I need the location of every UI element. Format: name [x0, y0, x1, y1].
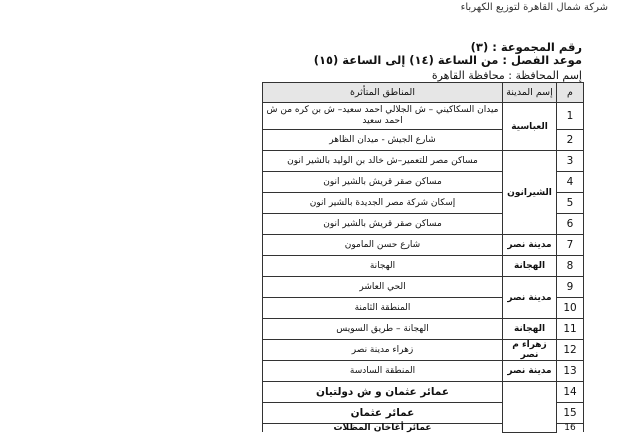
company-header: شركة شمال القاهرة لتوزيع الكهرباء	[460, 2, 608, 13]
row-num: 9	[557, 277, 584, 298]
row-city: زهراء م نصر	[503, 340, 557, 361]
table-row	[263, 340, 584, 361]
governorate: إسم المحافظة : محافظة القاهرة	[431, 69, 582, 82]
row-area: مساكن صقر قريش بالشير انون	[263, 172, 503, 193]
row-num: 1	[557, 103, 584, 130]
row-num: 10	[557, 298, 584, 319]
row-city	[503, 382, 557, 433]
row-num: 3	[557, 151, 584, 172]
row-city: العباسية	[503, 103, 557, 151]
row-num: 7	[557, 235, 584, 256]
table-header-row	[263, 83, 584, 103]
table-row	[263, 361, 584, 382]
row-city: مدينة نصر	[503, 235, 557, 256]
header-num: م	[557, 83, 584, 103]
table-row	[263, 319, 584, 340]
table-row	[263, 151, 584, 172]
row-area: شارع الجيش - ميدان الظاهر	[263, 130, 503, 151]
row-area: زهراء مدينة نصر	[263, 340, 503, 361]
row-area: الحي العاشر	[263, 277, 503, 298]
row-area: المنطقة السادسة	[263, 361, 503, 382]
row-num: 2	[557, 130, 584, 151]
table-row	[263, 382, 584, 403]
cutoff-time: موعد الفصل : من الساعة (١٤) إلى الساعة (١٥)	[313, 53, 582, 67]
row-city: الهجانة	[503, 319, 557, 340]
row-area: ميدان السكاكيني – ش الجلالي احمد سعيد– ش بن كره من ش احمد سعيد	[263, 103, 503, 130]
row-num: 14	[557, 382, 584, 403]
row-area: عمائر عثمان و ش دولتيان	[263, 382, 503, 403]
row-num: 11	[557, 319, 584, 340]
header-city: إسم المدينة	[503, 83, 557, 103]
row-area: مساكن مصر للتعمير–ش خالد بن الوليد بالشير انون	[263, 151, 503, 172]
row-num: 15	[557, 403, 584, 424]
row-area: شارع حسن المامون	[263, 235, 503, 256]
row-area: الهجانة	[263, 256, 503, 277]
table-row	[263, 277, 584, 298]
row-num: 12	[557, 340, 584, 361]
table-row	[263, 103, 584, 130]
table-row	[263, 256, 584, 277]
row-num: 16	[557, 424, 584, 433]
group-number: رقم المجموعة : (٣)	[470, 40, 582, 54]
row-num: 8	[557, 256, 584, 277]
row-city: الهجانة	[503, 256, 557, 277]
row-num: 4	[557, 172, 584, 193]
row-city: الشيرانون	[503, 151, 557, 235]
row-area: عمائر عثمان	[263, 403, 503, 424]
row-area: عمائر أغاخان المظلات	[263, 424, 503, 433]
row-num: 6	[557, 214, 584, 235]
row-city: مدينة نصر	[503, 361, 557, 382]
table-row	[263, 235, 584, 256]
row-area: إسكان شركة مصر الجديدة بالشير انون	[263, 193, 503, 214]
outage-table	[262, 82, 584, 433]
header-areas: المناطق المتأثرة	[263, 83, 503, 103]
row-city: مدينة نصر	[503, 277, 557, 319]
row-area: الهجانة – طريق السويس	[263, 319, 503, 340]
row-num: 13	[557, 361, 584, 382]
row-area: المنطقة الثامنة	[263, 298, 503, 319]
row-area: مساكن صقر قريش بالشير انون	[263, 214, 503, 235]
row-num: 5	[557, 193, 584, 214]
